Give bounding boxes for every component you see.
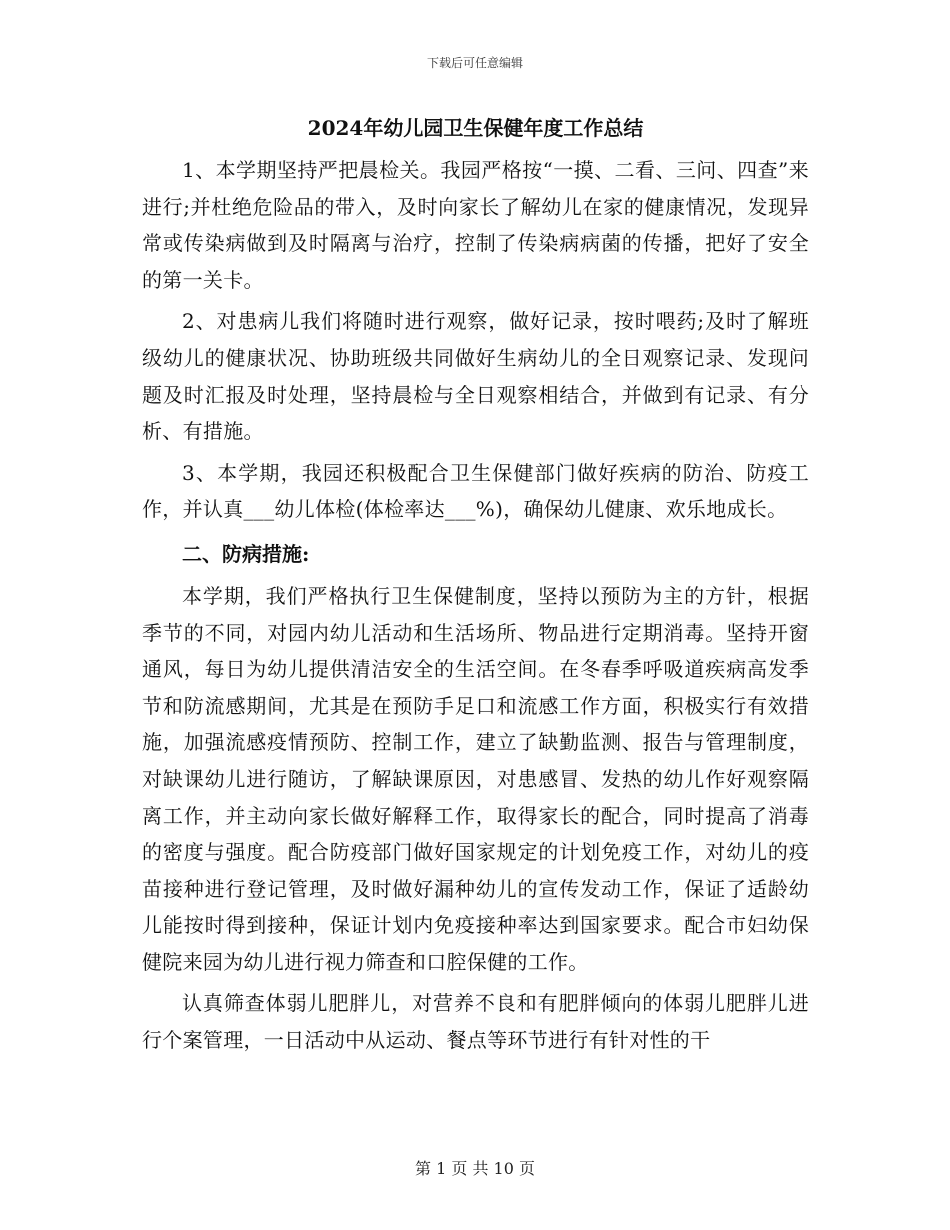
paragraph-morning-check: 1、本学期坚持严把晨检关。我园严格按“一摸、二看、三问、四查”来进行;并杜绝危险品的带入，及时向家长了解幼儿在家的健康情况，发现异常或传染病做到及时隔离与治疗，控制了传染病病菌的传播，把好了安全的第一关卡。 <box>142 158 809 292</box>
section-heading-disease-prevention: 二、防病措施: <box>182 541 310 566</box>
paragraph-physical-exam: 3、本学期，我园还积极配合卫生保健部门做好疾病的防治、防疫工作，并认真___幼儿体检(体检率达___%)，确保幼儿健康、欢乐地成长。 <box>142 460 809 522</box>
paragraph-weak-obese-screening: 认真筛查体弱儿肥胖儿，对营养不良和有肥胖倾向的体弱儿肥胖儿进行个案管理，一日活动中从运动、餐点等环节进行有针对性的干 <box>142 991 809 1053</box>
page-indicator: 第 1 页 共 10 页 <box>415 1159 535 1178</box>
header-note: 下载后可任意编辑 <box>426 56 523 70</box>
paragraph-sick-children: 2、对患病儿我们将随时进行观察，做好记录，按时喂药;及时了解班级幼儿的健康状况、协助班级共同做好生病幼儿的全日观察记录、发现问题及时汇报及时处理，坚持晨检与全日观察相结合，并做到有记录、有分析、有措施。 <box>142 309 809 444</box>
document-title: 2024年幼儿园卫生保健年度工作总结 <box>307 116 644 140</box>
document-body <box>142 110 809 1059</box>
paragraph-prevention-measures: 本学期，我们严格执行卫生保健制度，坚持以预防为主的方针，根据季节的不同，对园内幼儿活动和生活场所、物品进行定期消毒。坚持开窗通风，每日为幼儿提供清洁安全的生活空间。在冬春季呼吸道疾病高发季节和防流感期间，尤其是在预防手足口和流感工作方面，积极实行有效措施，加强流感疫情预防、控制工作，建立了缺勤监测、报告与管理制度，对缺课幼儿进行随访，了解缺课原因，对患感冒、发热的幼儿作好观察隔离工作，并主动向家长做好解释工作，取得家长的配合，同时提高了消毒的密度与强度。配合防疫部门做好国家规定的计划免疫工作，对幼儿的疫苗接种进行登记管理，及时做好漏种幼儿的宣传发动工作，保证了适龄幼儿能按时得到接种，保证计划内免疫接种率达到国家要求。配合市妇幼保健院来园为幼儿进行视力筛查和口腔保健的工作。 <box>142 583 809 974</box>
